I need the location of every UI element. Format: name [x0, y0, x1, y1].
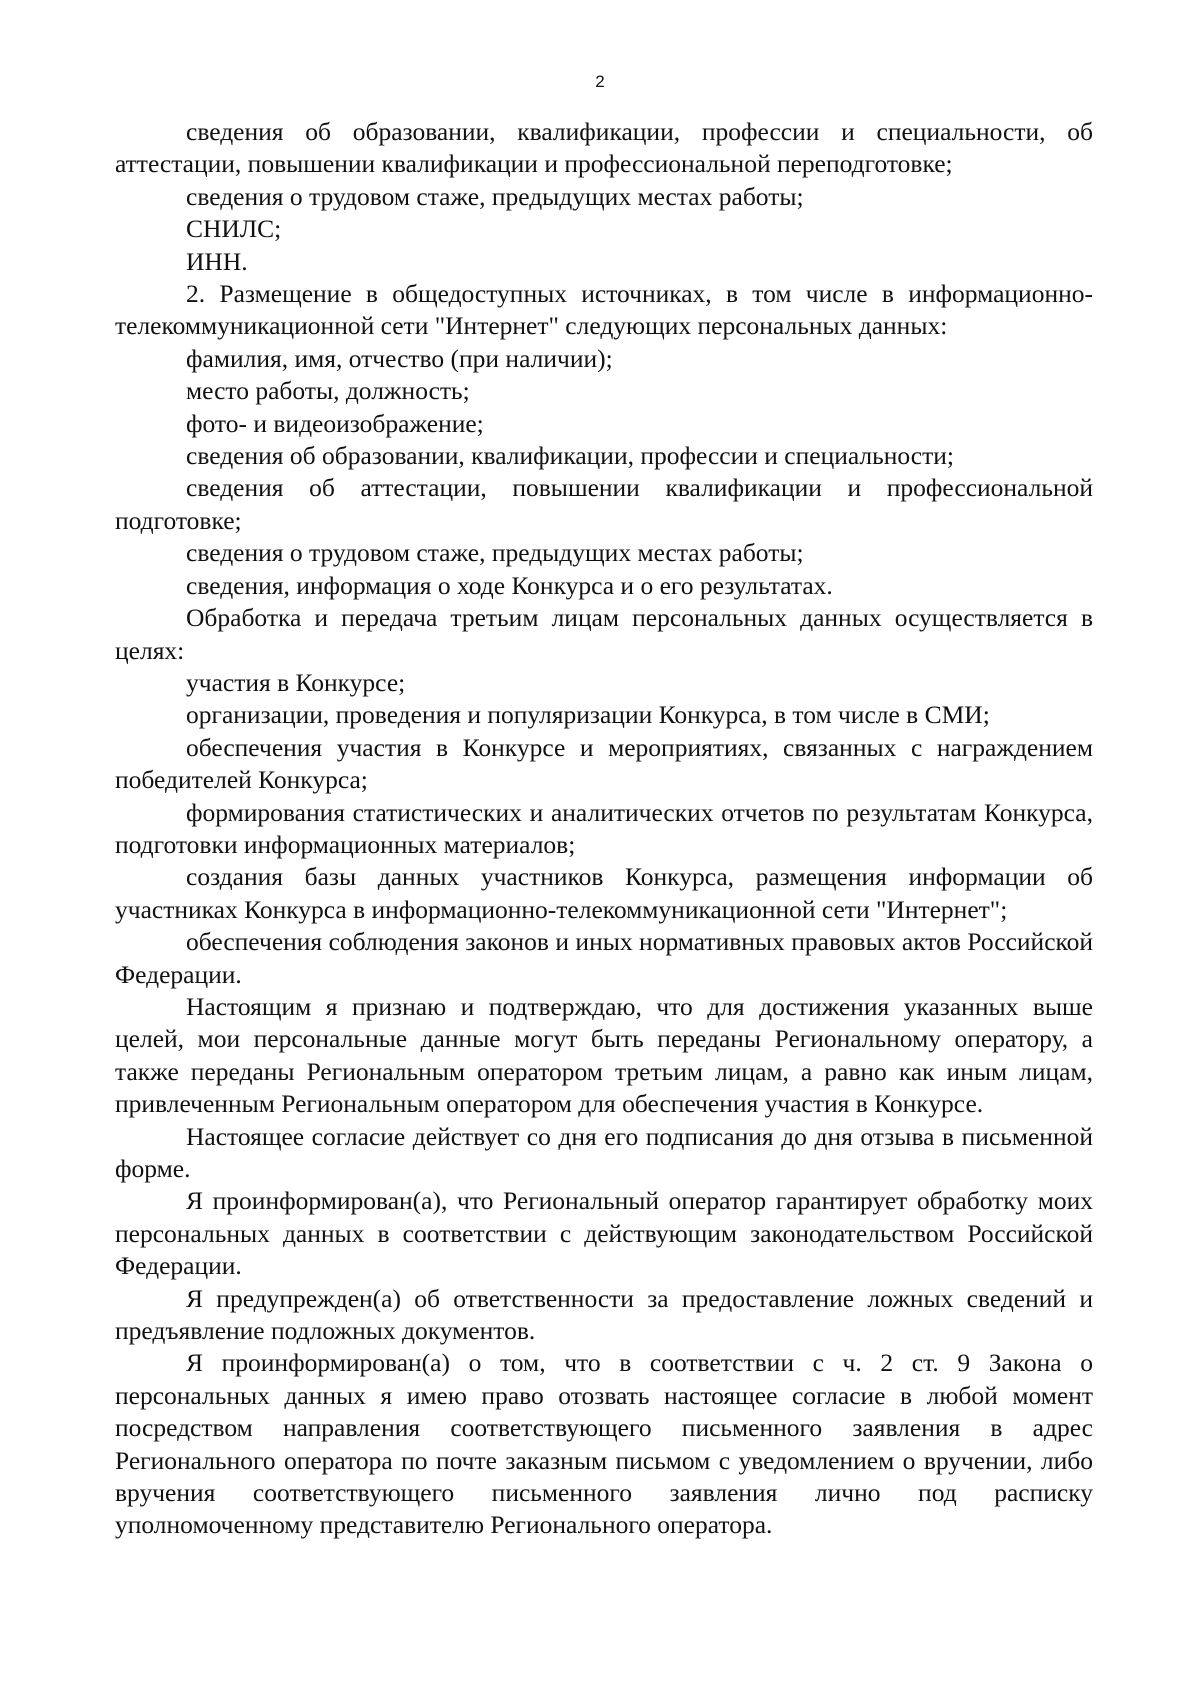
- paragraph: обеспечения соблюдения законов и иных нормативных правовых актов Российской Федерации.: [115, 927, 1093, 989]
- paragraph: сведения об образовании, квалификации, профессии и специальности, об аттестации, повышении квалификации и профессиональной переподготовке;: [115, 117, 1093, 179]
- paragraph: участия в Конкурсе;: [186, 667, 406, 697]
- page-number: 2: [595, 72, 605, 91]
- paragraph: Я проинформирован(а) о том, что в соответствии с ч. 2 ст. 9 Закона о персональных данных я имею право отозвать настоящее согласие в любой момент посредством направления соответствующего письменного заявления в адрес Регионального оператора по почте заказным письмом с уведомлением о вручении, либо вручения соответствующего письменного заявления лично под расписку уполномоченному представителю Регионального оператора.: [115, 1348, 1093, 1540]
- paragraph: создания базы данных участников Конкурса, размещения информации об участниках Конкурса в информационно-телекоммуникационной сети "Интернет";: [115, 862, 1093, 924]
- document-body: [115, 116, 1093, 1542]
- paragraph: фото- и видеоизображение;: [186, 408, 484, 438]
- paragraph: 2. Размещение в общедоступных источниках, в том числе в информационно-телекоммуникационной сети "Интернет" следующих персональных данных:: [115, 279, 1093, 341]
- paragraph: Настоящее согласие действует со дня его подписания до дня отзыва в письменной форме.: [115, 1121, 1093, 1183]
- paragraph: ИНН.: [186, 246, 248, 276]
- paragraph: Я проинформирован(а), что Региональный оператор гарантирует обработку моих персональных данных в соответствии с действующим законодательством Российской Федерации.: [115, 1186, 1093, 1281]
- paragraph: организации, проведения и популяризации Конкурса, в том числе в СМИ;: [186, 700, 990, 730]
- paragraph: сведения, информация о ходе Конкурса и о его результатах.: [186, 570, 833, 600]
- paragraph: СНИЛС;: [186, 214, 282, 244]
- paragraph: Я предупрежден(а) об ответственности за предоставление ложных сведений и предъявление подложных документов.: [115, 1283, 1093, 1346]
- paragraph: сведения об аттестации, повышении квалификации и профессиональной подготовке;: [115, 473, 1093, 535]
- paragraph: формирования статистических и аналитических отчетов по результатам Конкурса, подготовки информационных материалов;: [115, 797, 1093, 859]
- paragraph: Настоящим я признаю и подтверждаю, что для достижения указанных выше целей, мои персональные данные могут быть переданы Региональному оператору, а также переданы Региональным оператором третьим лицам, а равно как иным лицам, привлеченным Региональным оператором для обеспечения участия в Конкурсе.: [115, 991, 1093, 1119]
- paragraph: сведения об образовании, квалификации, профессии и специальности;: [186, 441, 954, 471]
- paragraph: обеспечения участия в Конкурсе и мероприятиях, связанных с награждением победителей Конкурса;: [115, 732, 1093, 795]
- paragraph: место работы, должность;: [186, 376, 470, 406]
- paragraph: сведения о трудовом стаже, предыдущих местах работы;: [186, 538, 804, 568]
- paragraph: Обработка и передача третьим лицам персональных данных осуществляется в целях:: [115, 603, 1093, 665]
- paragraph: сведения о трудовом стаже, предыдущих местах работы;: [186, 181, 804, 211]
- paragraph: фамилия, имя, отчество (при наличии);: [186, 343, 613, 373]
